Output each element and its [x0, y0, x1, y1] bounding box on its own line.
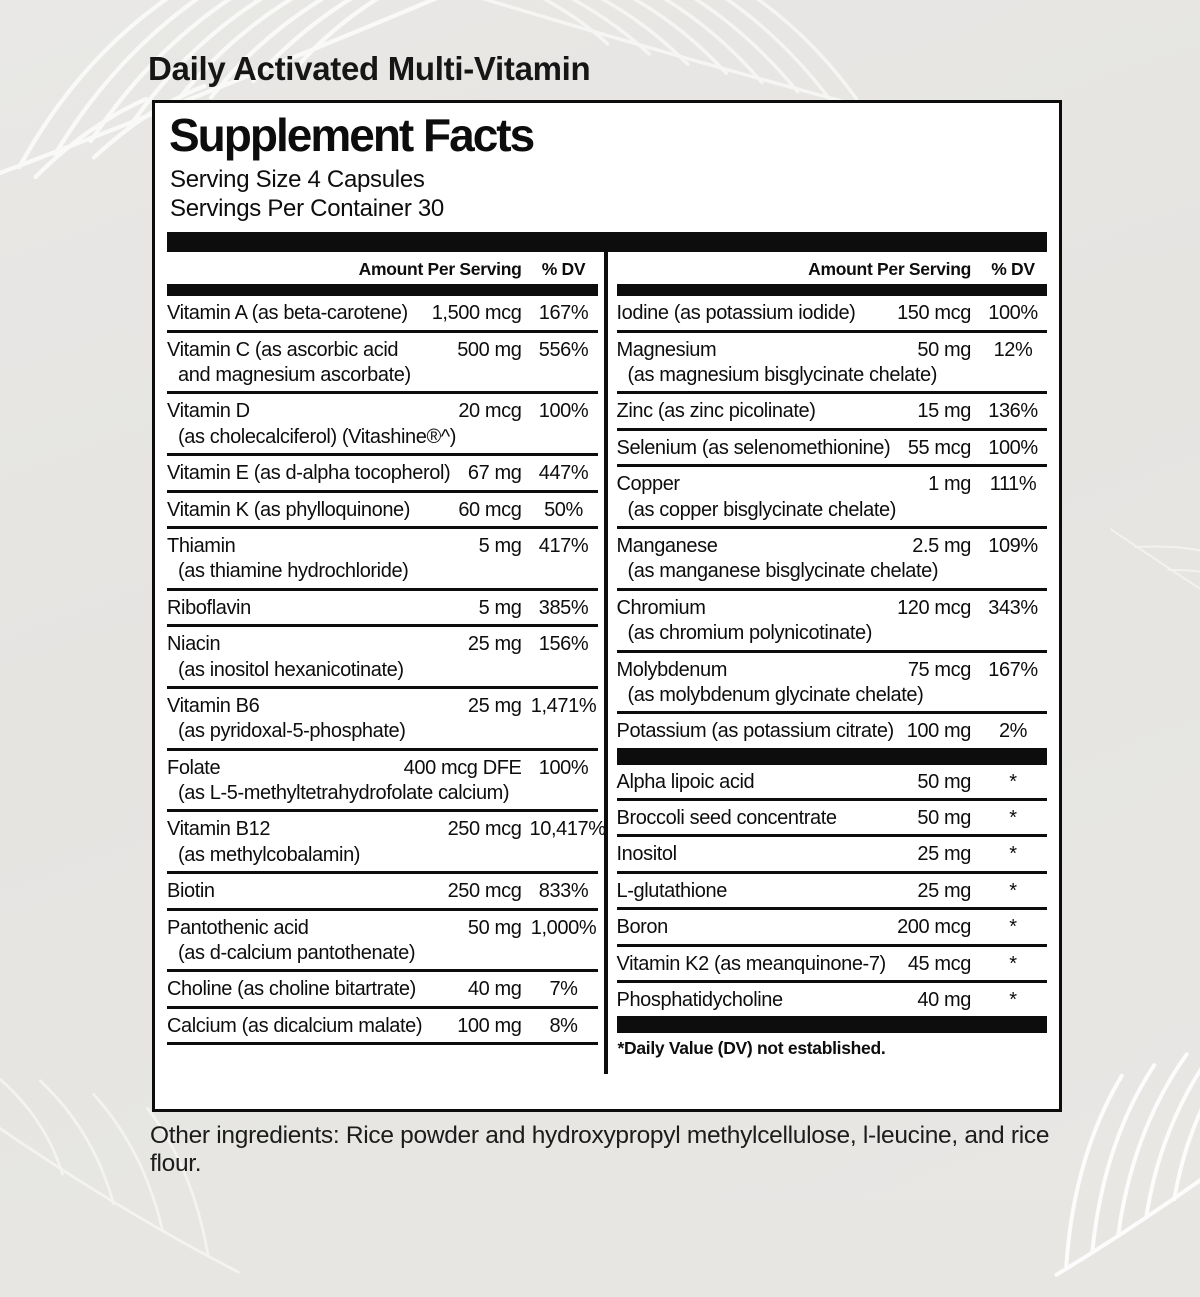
- amount-value: 200 mcg: [897, 916, 971, 939]
- dv-value: 2%: [998, 720, 1028, 743]
- table-row: [167, 453, 598, 489]
- table-row: [167, 809, 606, 871]
- dv-value: 343%: [988, 596, 1038, 619]
- dv-value: *: [1009, 807, 1017, 830]
- dv-value: 50%: [544, 498, 583, 521]
- ingredient-name: Thiamin (as thiamine hydrochloride): [167, 534, 409, 583]
- dv-value: 12%: [993, 338, 1033, 361]
- table-row: [167, 969, 598, 1005]
- table-row: [167, 1006, 598, 1042]
- amount-value: 120 mcg: [897, 596, 971, 619]
- ingredient-name: Calcium (as dicalcium malate): [167, 1014, 423, 1037]
- ingredient-name: Selenium (as selenomethionine): [616, 436, 891, 459]
- amount-value: 25 mg: [917, 843, 971, 866]
- amount-value: 100 mg: [906, 720, 971, 743]
- ingredient-name: Riboflavin: [167, 596, 251, 619]
- ingredient-name: Vitamin B12 (as methylcobalamin): [167, 818, 361, 866]
- dv-value: 833%: [538, 880, 589, 903]
- dv-value: *: [1009, 989, 1017, 1012]
- table-row: [167, 330, 598, 392]
- table-row: [617, 944, 1048, 980]
- amount-value: 40 mg: [917, 989, 971, 1012]
- percent-dv-header: % DV: [541, 259, 586, 280]
- ingredient-name: Iodine (as potassium iodide): [616, 302, 856, 325]
- dv-value: 109%: [988, 534, 1038, 557]
- table-row: [617, 588, 1048, 650]
- ingredient-name: Choline (as choline bitartrate): [167, 978, 416, 1001]
- amount-value: 400 mcg DFE: [403, 756, 522, 779]
- divider-bar: [167, 284, 598, 296]
- ingredient-name: Broccoli seed concentrate: [616, 807, 837, 830]
- amount-value: 250 mcg: [447, 880, 522, 903]
- ingredient-name: Pantothenic acid (as d-calcium pantothenate): [167, 916, 416, 965]
- ingredient-name: Vitamin K2 (as meanquinone-7): [616, 952, 886, 975]
- dv-value: 156%: [538, 633, 589, 656]
- amount-per-serving-header: Amount Per Serving: [358, 259, 522, 280]
- amount-value: 500 mg: [457, 338, 522, 361]
- ingredient-name: Vitamin E (as d-alpha tocopherol): [167, 462, 451, 485]
- dv-value: 7%: [549, 978, 578, 1001]
- ingredient-name: Vitamin D (as cholecalciferol) (Vitashine®^): [167, 400, 457, 448]
- percent-dv-header: % DV: [991, 259, 1035, 280]
- dv-value: 100%: [988, 302, 1038, 325]
- dv-value: 136%: [988, 400, 1038, 423]
- table-row: [617, 907, 1048, 943]
- dv-value: 385%: [538, 596, 589, 619]
- amount-value: 25 mg: [467, 694, 522, 717]
- table-row: [617, 391, 1048, 427]
- divider-bar-section: [617, 748, 1048, 765]
- ingredient-name: Boron: [616, 916, 668, 939]
- amount-value: 20 mcg: [458, 400, 522, 423]
- dv-value: 447%: [538, 462, 589, 485]
- table-row: [617, 834, 1048, 870]
- serving-size: Serving Size 4 Capsules: [170, 165, 425, 193]
- table-row: [617, 330, 1048, 392]
- product-title: Daily Activated Multi-Vitamin: [148, 50, 591, 87]
- amount-per-serving-header: Amount Per Serving: [808, 259, 971, 280]
- amount-value: 5 mg: [478, 596, 522, 619]
- ingredient-name: Biotin: [167, 880, 215, 903]
- amount-value: 25 mg: [917, 879, 971, 902]
- amount-value: 45 mcg: [907, 952, 971, 975]
- column-header: [167, 252, 598, 284]
- amount-value: 25 mg: [467, 633, 522, 656]
- amount-value: 50 mg: [917, 338, 971, 361]
- dv-value: 111%: [989, 473, 1037, 496]
- ingredient-name: Vitamin A (as beta-carotene): [167, 302, 408, 325]
- facts-column-right: [604, 252, 1048, 1074]
- facts-columns: [167, 252, 1047, 1074]
- table-row: [167, 526, 598, 588]
- dv-value: *: [1009, 843, 1017, 866]
- amount-value: 100 mg: [457, 1014, 522, 1037]
- dv-value: 8%: [549, 1014, 578, 1037]
- ingredient-name: Vitamin C (as ascorbic acid and magnesium ascorbate): [167, 338, 411, 386]
- dv-value: *: [1009, 770, 1017, 793]
- table-row: [167, 296, 598, 329]
- table-row: [167, 588, 598, 624]
- table-row: [167, 686, 598, 748]
- ingredient-name: Zinc (as zinc picolinate): [616, 400, 816, 423]
- servings-per-container: Servings Per Container 30: [170, 194, 444, 222]
- ingredient-name: Manganese (as manganese bisglycinate chelate): [616, 534, 939, 583]
- table-row: [617, 428, 1048, 464]
- table-row: [167, 908, 598, 970]
- amount-value: 15 mg: [917, 400, 971, 423]
- dv-footnote: *Daily Value (DV) not established.: [617, 1038, 886, 1059]
- amount-value: 1,500 mcg: [431, 302, 522, 325]
- column-header: [617, 252, 1048, 284]
- dv-value: 100%: [988, 436, 1038, 459]
- dv-value: *: [1009, 916, 1017, 939]
- nutrient-rows-minerals: [617, 296, 1048, 747]
- ingredient-name: Magnesium (as magnesium bisglycinate chelate): [616, 338, 937, 386]
- amount-value: 60 mcg: [458, 498, 522, 521]
- divider-bar: [617, 284, 1048, 296]
- table-row: [167, 391, 598, 453]
- table-row: [167, 871, 598, 907]
- dv-value: 10,417%: [529, 818, 606, 841]
- ingredient-name: Vitamin K (as phylloquinone): [167, 498, 411, 521]
- dv-value: *: [1009, 952, 1017, 975]
- table-row: [617, 526, 1048, 588]
- ingredient-name: Folate (as L-5-methyltetrahydrofolate calcium): [167, 756, 510, 805]
- ingredient-name: Potassium (as potassium citrate): [616, 720, 894, 743]
- supplement-facts-heading: Supplement Facts: [169, 109, 534, 161]
- supplement-facts-panel: [152, 100, 1062, 1112]
- amount-value: 150 mcg: [897, 302, 971, 325]
- ingredient-name: Chromium (as chromium polynicotinate): [616, 596, 872, 645]
- ingredient-name: L-glutathione: [616, 879, 727, 902]
- ingredient-name: Copper (as copper bisglycinate chelate): [616, 473, 896, 521]
- amount-value: 55 mcg: [907, 436, 971, 459]
- table-row: [617, 464, 1048, 526]
- table-row: [167, 490, 598, 526]
- divider-bar-top: [167, 232, 1047, 252]
- amount-value: 1 mg: [928, 473, 971, 496]
- dv-value: 167%: [988, 658, 1038, 681]
- amount-value: 5 mg: [478, 534, 522, 557]
- dv-value: 100%: [538, 756, 589, 779]
- dv-value: 1,471%: [530, 694, 597, 717]
- amount-value: 50 mg: [917, 770, 971, 793]
- ingredient-name: Niacin (as inositol hexanicotinate): [167, 633, 404, 681]
- dv-value: 167%: [538, 302, 589, 325]
- divider-bar-bottom: [617, 1016, 1048, 1033]
- dv-value: 1,000%: [530, 916, 597, 939]
- ingredient-name: Alpha lipoic acid: [616, 770, 755, 793]
- table-row: [167, 624, 598, 686]
- ingredient-name: Vitamin B6 (as pyridoxal-5-phosphate): [167, 694, 406, 743]
- dv-value: 100%: [538, 400, 589, 423]
- other-ingredients: Other ingredients: Rice powder and hydroxypropyl methylcellulose, l-leucine, and rice flour.: [150, 1122, 1050, 1177]
- amount-value: 67 mg: [467, 462, 522, 485]
- ingredient-name: Phosphatidycholine: [616, 989, 783, 1012]
- dv-value: 417%: [538, 534, 589, 557]
- nutrient-rows-other: [617, 765, 1048, 1017]
- amount-value: 75 mcg: [907, 658, 971, 681]
- ingredient-name: Molybdenum (as molybdenum glycinate chelate): [616, 658, 924, 706]
- table-row: [617, 798, 1048, 834]
- ingredient-name: Inositol: [616, 843, 677, 866]
- table-row: [617, 980, 1048, 1016]
- table-row: [167, 748, 598, 810]
- amount-value: 40 mg: [467, 978, 522, 1001]
- table-row: [617, 765, 1048, 798]
- facts-column-left: [167, 252, 604, 1074]
- amount-value: 250 mcg: [447, 818, 522, 841]
- nutrient-rows-left: [167, 296, 606, 1045]
- table-row: [617, 296, 1048, 329]
- amount-value: 50 mg: [467, 916, 522, 939]
- amount-value: 50 mg: [917, 807, 971, 830]
- table-row: [617, 711, 1048, 747]
- table-row: [617, 650, 1048, 712]
- table-row: [617, 871, 1048, 907]
- dv-value: *: [1009, 879, 1017, 902]
- dv-value: 556%: [538, 338, 589, 361]
- amount-value: 2.5 mg: [912, 534, 971, 557]
